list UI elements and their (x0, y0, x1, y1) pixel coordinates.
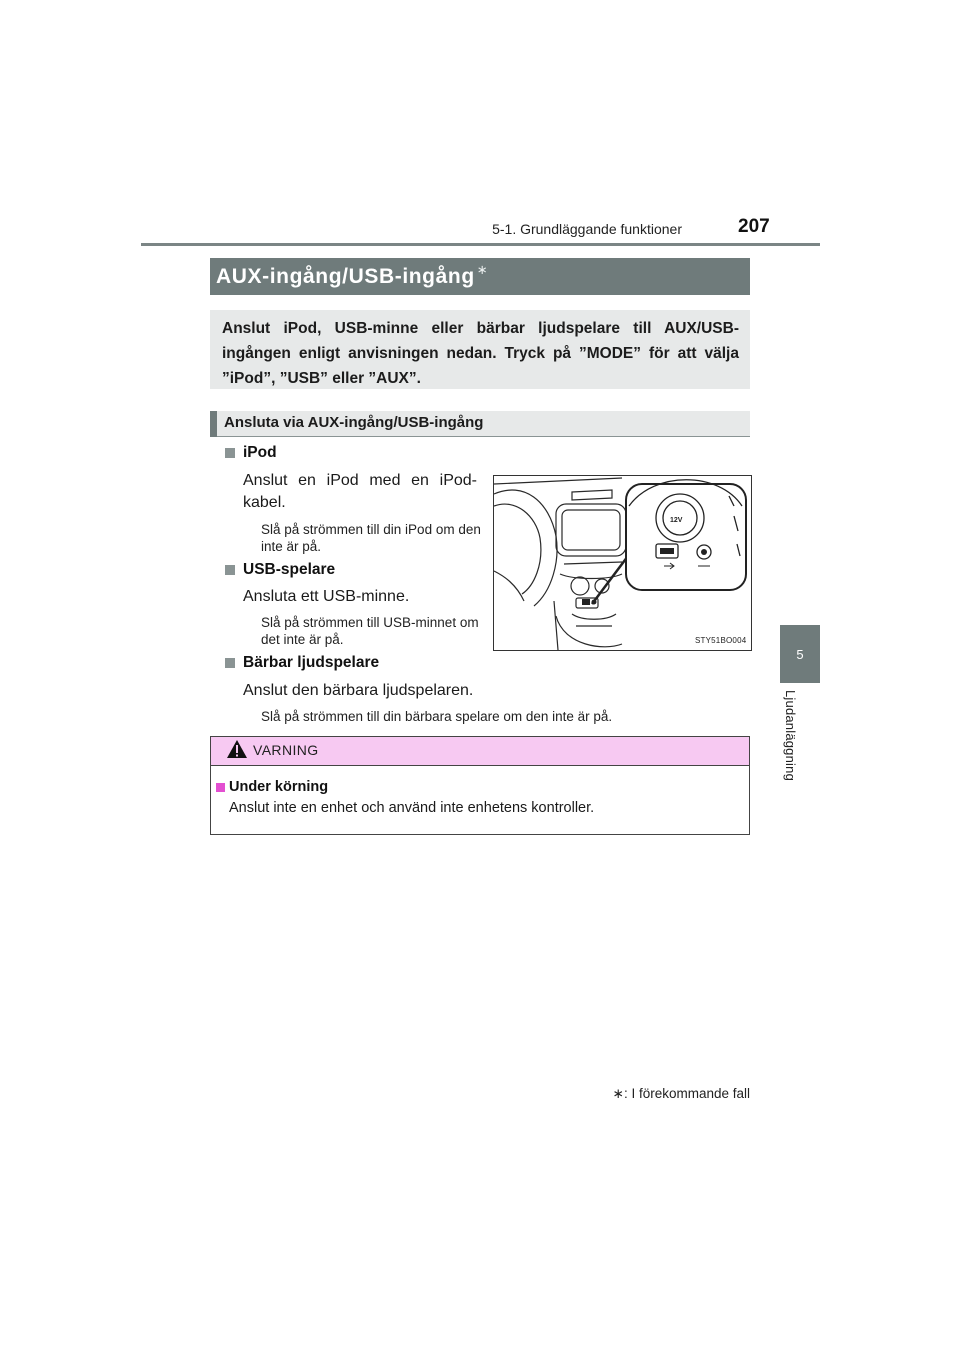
warning-body: Anslut inte en enhet och använd inte enhetens kontroller. (229, 800, 595, 816)
section-title: 5-1. Grundläggande funktioner (492, 221, 682, 237)
footnote-marker: ∗ (612, 1086, 624, 1101)
item-portable-body: Anslut den bärbara ljudspelaren. (243, 682, 474, 699)
footnote (560, 1086, 750, 1102)
item-portable-title: Bärbar ljudspelare (243, 654, 380, 671)
bullet-square-icon (225, 448, 235, 458)
item-ipod-body: Anslut en iPod med en iPod-kabel. (243, 472, 477, 511)
warning-triangle-icon (226, 739, 248, 759)
page-number: 207 (738, 216, 770, 237)
socket-label: 12V (670, 517, 683, 524)
chapter-tab (780, 625, 820, 683)
header-rule (141, 243, 820, 246)
title-footnote-marker: ∗ (476, 262, 489, 277)
subheader-accent (210, 411, 217, 437)
item-ipod-note: Slå på strömmen till din iPod om den inte är på. (261, 522, 481, 554)
illustration-code: STY51BO004 (695, 636, 747, 645)
page-title (216, 262, 488, 289)
item-usb-title: USB-spelare (243, 561, 336, 578)
dashboard-drawing (494, 476, 751, 650)
item-usb-note: Slå på strömmen till USB-minnet om det inte är på. (261, 615, 479, 647)
item-ipod-title: iPod (243, 444, 277, 461)
aux-usb-illustration (493, 475, 752, 651)
warning-title: Under körning (229, 779, 329, 795)
intro-text: Anslut iPod, USB-minne eller bärbar ljudspelare till AUX/USB-ingången enligt anvisningen nedan. Tryck på ”MODE” för att välja ”iPod”, ”USB” eller ”AUX”. (222, 320, 739, 387)
item-usb-body: Ansluta ett USB-minne. (243, 588, 410, 605)
footnote-text: : I förekommande fall (623, 1086, 750, 1101)
warning-label: VARNING (253, 742, 319, 758)
item-portable-note: Slå på strömmen till din bärbara spelare om den inte är på. (261, 709, 613, 724)
warning-bullet-square-icon (216, 783, 225, 792)
chapter-label: Ljudanläggning (783, 690, 798, 781)
page-title-text: AUX-ingång/USB-ingång (216, 265, 475, 288)
chapter-number: 5 (796, 646, 804, 662)
subheader-text: Ansluta via AUX-ingång/USB-ingång (224, 414, 484, 431)
bullet-square-icon (225, 658, 235, 668)
chapter-label-container (783, 690, 805, 800)
bullet-square-icon (225, 565, 235, 575)
